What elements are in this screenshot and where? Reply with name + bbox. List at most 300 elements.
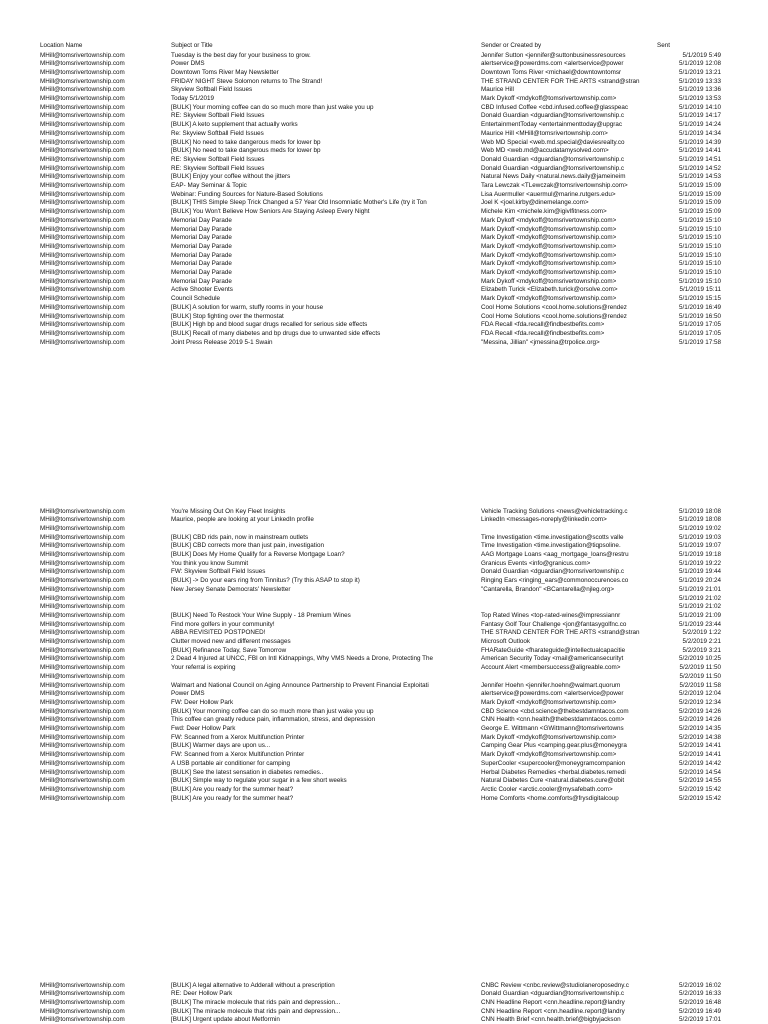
row-sent: 5/1/2019 17:05 bbox=[678, 329, 721, 337]
row-sent: 5/1/2019 18:08 bbox=[678, 507, 721, 515]
row-subject: Webinar: Funding Sources for Nature-Based Solutions bbox=[171, 190, 323, 198]
row-location: MHill@tomsrivertownship.com bbox=[40, 768, 125, 776]
row-location: MHill@tomsrivertownship.com bbox=[40, 68, 125, 76]
row-sender: "Messina, Jillian" <jmessina@trpolice.org> bbox=[481, 338, 600, 346]
row-sender: Ringing Ears <ringing_ears@commonoccurences.co bbox=[481, 577, 629, 585]
row-sent: 5/2/2019 14:41 bbox=[678, 742, 721, 750]
row-sent: 5/1/2019 15:09 bbox=[678, 190, 721, 198]
row-sent: 5/1/2019 15:10 bbox=[678, 216, 721, 224]
row-location: MHill@tomsrivertownship.com bbox=[40, 725, 125, 732]
row-sent: 5/1/2019 19:18 bbox=[678, 551, 721, 558]
row-location: MHill@tomsrivertownship.com bbox=[40, 577, 125, 585]
row-sender: Elizabeth Turick <Elizabeth.turick@orsolve.com> bbox=[481, 286, 618, 294]
row-location: MHill@tomsrivertownship.com bbox=[40, 173, 125, 181]
row-location: MHill@tomsrivertownship.com bbox=[40, 138, 125, 146]
row-subject: [BULK] You Won't Believe How Seniors Are Staying Asleep Every Night bbox=[171, 208, 370, 216]
row-location: MHill@tomsrivertownship.com bbox=[40, 60, 125, 68]
row-location: MHill@tomsrivertownship.com bbox=[40, 1007, 125, 1015]
row-sender: Mark Dykoff <mdykoff@tomsrivertownship.com> bbox=[481, 95, 617, 102]
table-row bbox=[0, 733, 768, 742]
row-subject: Find more golfers in your community! bbox=[171, 620, 275, 628]
row-sent: 5/1/2019 5:49 bbox=[682, 51, 721, 59]
row-sent: 5/2/2019 16:33 bbox=[678, 990, 721, 998]
table-row bbox=[0, 181, 768, 190]
table-row bbox=[0, 129, 768, 138]
row-subject bbox=[171, 672, 481, 681]
table-row bbox=[0, 120, 768, 129]
table-row bbox=[0, 111, 768, 120]
table-row bbox=[0, 594, 768, 603]
table-row bbox=[0, 1015, 768, 1024]
row-sender: alertservice@powerdms.com <alertservice@power bbox=[481, 690, 624, 698]
row-sender: FHARateGuide <fharateguide@intellectualcapacitie bbox=[481, 646, 626, 654]
row-sent: 5/1/2019 17:05 bbox=[678, 321, 721, 329]
row-subject: FW: Scanned from a Xerox Multifunction Printer bbox=[171, 733, 305, 741]
row-location: MHill@tomsrivertownship.com bbox=[40, 664, 125, 672]
table-row bbox=[0, 68, 768, 77]
row-sender: CBD Science <cbd.science@thebestdamntacos.com bbox=[481, 707, 629, 715]
row-location: MHill@tomsrivertownship.com bbox=[40, 990, 125, 998]
row-location: MHill@tomsrivertownship.com bbox=[40, 234, 125, 242]
row-location: MHill@tomsrivertownship.com bbox=[40, 785, 125, 793]
row-sent: 5/1/2019 21:02 bbox=[678, 603, 721, 611]
row-sent: 5/1/2019 19:03 bbox=[678, 533, 721, 541]
row-subject: [BULK] Enjoy your coffee without the jitters bbox=[171, 173, 291, 181]
row-sent: 5/2/2019 16:49 bbox=[678, 1007, 721, 1015]
row-subject: [BULK] Need To Restock Your Wine Supply - 18 Premium Wines bbox=[171, 611, 351, 619]
row-sender: Mark Dykoff <mdykoff@tomsrivertownship.com> bbox=[481, 733, 617, 741]
row-sender: Mark Dykoff <mdykoff@tomsrivertownship.com> bbox=[481, 234, 617, 242]
row-sent: 5/1/2019 15:10 bbox=[678, 242, 721, 250]
row-sent: 5/1/2019 13:36 bbox=[678, 86, 721, 94]
row-location: MHill@tomsrivertownship.com bbox=[40, 690, 125, 698]
header-subject: Subject or Title bbox=[171, 42, 213, 49]
row-location: MHill@tomsrivertownship.com bbox=[40, 594, 125, 602]
row-location: MHill@tomsrivertownship.com bbox=[40, 998, 125, 1006]
row-subject: [BULK] The miracle molecule that rids pain and depression... bbox=[171, 998, 341, 1006]
table-row bbox=[0, 698, 768, 707]
row-location: MHill@tomsrivertownship.com bbox=[40, 225, 125, 233]
row-sender: FDA Recall <fda.recall@findbestbefits.com> bbox=[481, 321, 605, 329]
row-sender: Cool Home Solutions <cool.home.solutions@rendez bbox=[481, 303, 627, 311]
table-row bbox=[0, 741, 768, 750]
row-location: MHill@tomsrivertownship.com bbox=[40, 516, 125, 524]
row-sender bbox=[481, 524, 657, 533]
row-sender: Account Alert <membersuccess@aligreable.com> bbox=[481, 664, 621, 672]
header-location: Location Name bbox=[40, 42, 83, 49]
table-header bbox=[0, 41, 768, 50]
row-sent: 5/1/2019 19:07 bbox=[678, 542, 721, 550]
row-location: MHill@tomsrivertownship.com bbox=[40, 182, 125, 189]
table-row bbox=[0, 259, 768, 268]
row-subject: [BULK] A solution for warm, stuffy rooms in your house bbox=[171, 303, 324, 311]
row-sent: 5/1/2019 14:52 bbox=[678, 164, 721, 172]
row-location: MHill@tomsrivertownship.com bbox=[40, 155, 125, 163]
row-subject: [BULK] CBD corrects more than just pain, investigation bbox=[171, 542, 324, 550]
row-sent: 5/1/2019 13:53 bbox=[678, 95, 721, 102]
row-sent: 5/2/2019 14:38 bbox=[678, 733, 721, 741]
table-row bbox=[0, 998, 768, 1007]
row-subject: [BULK] See the latest sensation in diabetes remedies.. bbox=[171, 768, 324, 776]
row-subject: Memorial Day Parade bbox=[171, 251, 232, 259]
row-location: MHill@tomsrivertownship.com bbox=[40, 242, 125, 250]
table-row bbox=[0, 515, 768, 524]
row-subject: [BULK] CBD rids pain, now in mainstream outlets bbox=[171, 533, 309, 541]
row-subject bbox=[171, 602, 481, 611]
row-sent: 5/1/2019 14:41 bbox=[678, 147, 721, 155]
table-row bbox=[0, 146, 768, 155]
row-sent: 5/2/2019 2:21 bbox=[682, 638, 721, 645]
row-location: MHill@tomsrivertownship.com bbox=[40, 620, 125, 628]
row-location: MHill@tomsrivertownship.com bbox=[40, 733, 125, 741]
row-location: MHill@tomsrivertownship.com bbox=[40, 681, 125, 689]
row-subject: Clutter moved new and different messages bbox=[171, 638, 291, 645]
row-sent: 5/1/2019 19:22 bbox=[678, 559, 721, 567]
row-subject: Active Shooter Events bbox=[171, 286, 233, 294]
table-row bbox=[0, 628, 768, 637]
table-row bbox=[0, 794, 768, 803]
row-sent: 5/1/2019 16:50 bbox=[678, 312, 721, 320]
row-subject: Memorial Day Parade bbox=[171, 260, 232, 268]
row-sent: 5/1/2019 15:10 bbox=[678, 225, 721, 233]
row-sent: 5/2/2019 15:42 bbox=[678, 794, 721, 802]
row-subject: EAP- May Seminar & Topic bbox=[171, 182, 247, 189]
row-subject: [BULK] Recall of many diabetes and bp drugs due to unwanted side effects bbox=[171, 329, 381, 337]
row-location: MHill@tomsrivertownship.com bbox=[40, 638, 125, 645]
row-location: MHill@tomsrivertownship.com bbox=[40, 147, 125, 155]
table-row bbox=[0, 981, 768, 990]
table-row bbox=[0, 138, 768, 147]
row-subject: Skyview Softball Field Issues bbox=[171, 86, 253, 94]
row-subject: Re: Skyview Softball Field Issues bbox=[171, 129, 264, 137]
row-sent: 5/1/2019 12:08 bbox=[678, 60, 721, 68]
row-sender: Maurice Hill <MHill@tomsrivertownship.com> bbox=[481, 129, 608, 137]
table-row bbox=[0, 550, 768, 559]
row-subject: FW: Scanned from a Xerox Multifunction Printer bbox=[171, 751, 305, 759]
row-sender: Mark Dykoff <mdykoff@tomsrivertownship.com> bbox=[481, 242, 617, 250]
table-row bbox=[0, 207, 768, 216]
row-subject: A USB portable air conditioner for camping bbox=[171, 759, 291, 767]
header-sender: Sender or Created by bbox=[481, 42, 542, 49]
row-subject: Memorial Day Parade bbox=[171, 269, 232, 276]
row-sent: 5/1/2019 21:02 bbox=[678, 594, 721, 602]
row-location: MHill@tomsrivertownship.com bbox=[40, 533, 125, 541]
row-sender: Herbal Diabetes Remedies <herbal.diabetes.remedi bbox=[481, 768, 626, 776]
row-sender: Fantasy Golf Tour Challenge <jon@fantasygolfnc.co bbox=[481, 620, 627, 628]
row-sender: Mark Dykoff <mdykoff@tomsrivertownship.com> bbox=[481, 295, 617, 303]
row-sender: Mark Dykoff <mdykoff@tomsrivertownship.com> bbox=[481, 251, 617, 259]
table-row bbox=[0, 277, 768, 286]
row-location: MHill@tomsrivertownship.com bbox=[40, 338, 125, 346]
row-sent: 5/2/2019 14:55 bbox=[678, 777, 721, 785]
row-sent: 5/1/2019 15:10 bbox=[678, 234, 721, 242]
table-row bbox=[0, 620, 768, 629]
row-subject: Tuesday is the best day for your business to grow. bbox=[171, 51, 311, 59]
row-subject: Downtown Toms River May Newsletter bbox=[171, 68, 279, 76]
row-subject: [BULK] Stop fighting over the thermostat bbox=[171, 312, 284, 320]
row-sender: Vehicle Tracking Solutions <news@vehicletracking.c bbox=[481, 507, 628, 515]
row-sender: Mark Dykoff <mdykoff@tomsrivertownship.com> bbox=[481, 216, 617, 224]
row-sender: American Security Today <mail@americansecurityt bbox=[481, 655, 624, 663]
table-row bbox=[0, 646, 768, 655]
row-sender: Mark Dykoff <mdykoff@tomsrivertownship.com> bbox=[481, 277, 617, 285]
row-subject: Memorial Day Parade bbox=[171, 242, 232, 250]
row-sent: 5/1/2019 15:10 bbox=[678, 277, 721, 285]
row-sent: 5/1/2019 13:21 bbox=[678, 68, 721, 76]
row-subject: New Jersey Senate Democrats' Newsletter bbox=[171, 585, 291, 593]
row-sent: 5/2/2019 11:58 bbox=[679, 681, 721, 689]
row-sent: 5/1/2019 15:09 bbox=[678, 199, 721, 207]
row-sender: Jennifer Sutton <jennifer@suttonbusinessresources bbox=[481, 51, 626, 59]
row-sender: Mark Dykoff <mdykoff@tomsrivertownship.com> bbox=[481, 260, 617, 268]
table-row bbox=[0, 294, 768, 303]
row-sender: Mark Dykoff <mdykoff@tomsrivertownship.com> bbox=[481, 698, 617, 706]
table-row bbox=[0, 541, 768, 550]
table-row bbox=[0, 216, 768, 225]
row-sent: 5/2/2019 12:04 bbox=[678, 690, 721, 698]
row-sent: 5/1/2019 14:53 bbox=[678, 173, 721, 181]
table-row bbox=[0, 585, 768, 594]
row-location: MHill@tomsrivertownship.com bbox=[40, 164, 125, 172]
row-sent: 5/2/2019 11:50 bbox=[679, 664, 721, 672]
table-row bbox=[0, 312, 768, 321]
row-location: MHill@tomsrivertownship.com bbox=[40, 777, 125, 785]
row-sent: 5/1/2019 15:09 bbox=[678, 182, 721, 189]
table-row bbox=[0, 155, 768, 164]
row-sender: Maurice Hill bbox=[481, 86, 514, 94]
table-row bbox=[0, 637, 768, 646]
row-subject: [BULK] High bp and blood sugar drugs recalled for serious side effects bbox=[171, 321, 368, 329]
row-location: MHill@tomsrivertownship.com bbox=[40, 507, 125, 515]
table-row bbox=[0, 654, 768, 663]
row-sender: Mark Dykoff <mdykoff@tomsrivertownship.com> bbox=[481, 225, 617, 233]
row-location: MHill@tomsrivertownship.com bbox=[40, 269, 125, 276]
row-location: MHill@tomsrivertownship.com bbox=[40, 524, 125, 532]
row-sender: Time Investigation <time.investigation@scotts valle bbox=[481, 533, 624, 541]
row-location: MHill@tomsrivertownship.com bbox=[40, 329, 125, 337]
row-location: MHill@tomsrivertownship.com bbox=[40, 208, 125, 216]
row-sent: 5/2/2019 17:01 bbox=[678, 1016, 721, 1024]
row-sent: 5/2/2019 14:35 bbox=[678, 725, 721, 732]
table-row bbox=[0, 85, 768, 94]
row-sender: Top Rated Wines <top-rated-wines@impressiannr bbox=[481, 611, 621, 619]
row-sender: alertservice@powerdms.com <alertservice@power bbox=[481, 60, 624, 68]
row-location: MHill@tomsrivertownship.com bbox=[40, 981, 125, 989]
row-sender: Jennifer Hoehn <jennifer.hoehn@walmart.quorum bbox=[481, 681, 621, 689]
row-subject: FW: Deer Hollow Park bbox=[171, 698, 234, 706]
row-location: MHill@tomsrivertownship.com bbox=[40, 646, 125, 654]
row-location: MHill@tomsrivertownship.com bbox=[40, 112, 125, 120]
row-subject: FW: Skyview Softball Field Issues bbox=[171, 568, 266, 576]
row-subject: Today 5/1/2019 bbox=[171, 95, 215, 102]
table-row bbox=[0, 533, 768, 542]
table-row bbox=[0, 672, 768, 681]
row-subject: [BULK] Urgent update about Metformin bbox=[171, 1016, 280, 1024]
table-row bbox=[0, 198, 768, 207]
row-sender: Web MD Special <web.md.special@daviesrealty.co bbox=[481, 138, 625, 146]
row-sender: Cool Home Solutions <cool.home.solutions@rendez bbox=[481, 312, 627, 320]
row-sent: 5/1/2019 16:49 bbox=[678, 303, 721, 311]
row-location: MHill@tomsrivertownship.com bbox=[40, 629, 125, 637]
row-subject: RE: Skyview Softball Field Issues bbox=[171, 155, 265, 163]
row-subject: RE: Deer Hollow Park bbox=[171, 990, 233, 998]
row-sender: THE STRAND CENTER FOR THE ARTS <strand@stran bbox=[481, 77, 640, 85]
row-subject: [BULK] Your morning coffee can do so much more than just wake you up bbox=[171, 103, 374, 111]
table-row bbox=[0, 689, 768, 698]
row-sent: 5/1/2019 15:09 bbox=[678, 208, 721, 216]
row-location: MHill@tomsrivertownship.com bbox=[40, 251, 125, 259]
row-subject: [BULK] Refinance Today, Save Tomorrow bbox=[171, 646, 287, 654]
row-sender: CNBC Review <cnbc.review@studiolaneroposedny.c bbox=[481, 981, 629, 989]
table-row bbox=[0, 602, 768, 611]
row-location: MHill@tomsrivertownship.com bbox=[40, 86, 125, 94]
table-row bbox=[0, 611, 768, 620]
table-row bbox=[0, 759, 768, 768]
table-row bbox=[0, 1007, 768, 1016]
table-row bbox=[0, 567, 768, 576]
row-location: MHill@tomsrivertownship.com bbox=[40, 260, 125, 268]
row-sent: 5/1/2019 21:01 bbox=[678, 585, 721, 593]
row-location: MHill@tomsrivertownship.com bbox=[40, 707, 125, 715]
row-subject: [BULK] -> Do your ears ring from Tinnitus? (Try this ASAP to stop it) bbox=[171, 577, 360, 585]
table-row bbox=[0, 103, 768, 112]
row-sent: 5/1/2019 13:33 bbox=[678, 77, 721, 85]
row-subject: Joint Press Release 2019 5-1 Swain bbox=[171, 338, 273, 346]
row-subject: [BULK] Does My Home Qualify for a Reverse Mortgage Loan? bbox=[171, 551, 345, 558]
row-subject: Power DMS bbox=[171, 690, 205, 698]
table-row bbox=[0, 524, 768, 533]
row-location: MHill@tomsrivertownship.com bbox=[40, 103, 125, 111]
table-row bbox=[0, 225, 768, 234]
table-row bbox=[0, 233, 768, 242]
table-row bbox=[0, 77, 768, 86]
row-sender: Tara Lewczak <TLewczak@tomsrivertownship.com> bbox=[481, 182, 628, 189]
row-sender: AAG Mortgage Loans <aag_mortgage_loans@restru bbox=[481, 551, 629, 558]
row-subject: 2 Dead 4 Injured at UNCC, FBI on Intl Kidnappings, Why VMS Needs a Drone, Protecting The bbox=[171, 655, 434, 663]
row-sent: 5/1/2019 21:09 bbox=[678, 611, 721, 619]
row-subject: [BULK] No need to take dangerous meds for lower bp bbox=[171, 147, 321, 155]
row-sent: 5/1/2019 19:02 bbox=[678, 524, 721, 532]
row-sender: Donald Guardian <dguardian@tomsrivertownship.c bbox=[481, 990, 625, 998]
row-location: MHill@tomsrivertownship.com bbox=[40, 95, 125, 102]
row-sent: 5/1/2019 15:10 bbox=[678, 269, 721, 276]
row-subject: Memorial Day Parade bbox=[171, 216, 232, 224]
row-location: MHill@tomsrivertownship.com bbox=[40, 199, 125, 207]
table-row bbox=[0, 559, 768, 568]
row-subject: [BULK] Your morning coffee can do so much more than just wake you up bbox=[171, 707, 374, 715]
row-location: MHill@tomsrivertownship.com bbox=[40, 568, 125, 576]
row-sender: FDA Recall <fda.recall@findbestbefits.com> bbox=[481, 329, 605, 337]
row-location: MHill@tomsrivertownship.com bbox=[40, 277, 125, 285]
row-sent: 5/2/2019 3:21 bbox=[682, 646, 721, 654]
table-row bbox=[0, 707, 768, 716]
row-subject: ABBA REVISITED POSTPONED! bbox=[171, 629, 266, 637]
row-subject: Walmart and National Council on Aging Announce Partnership to Prevent Financial Exploitati bbox=[171, 681, 429, 689]
table-row bbox=[0, 320, 768, 329]
row-location: MHill@tomsrivertownship.com bbox=[40, 216, 125, 224]
row-sent: 5/1/2019 14:10 bbox=[678, 103, 721, 111]
row-sender bbox=[481, 672, 657, 681]
row-sender: Camping Gear Plus <camping.gear.plus@moneygra bbox=[481, 742, 627, 750]
row-sender: Michele Kim <michele.kim@igivlfitness.com> bbox=[481, 208, 607, 216]
row-subject: Power DMS bbox=[171, 60, 205, 68]
row-location: MHill@tomsrivertownship.com bbox=[40, 51, 125, 59]
row-sender: Time Investigation <time.investigation@tiqpsoline. bbox=[481, 542, 621, 550]
row-location: MHill@tomsrivertownship.com bbox=[40, 742, 125, 750]
row-location: MHill@tomsrivertownship.com bbox=[40, 751, 125, 759]
row-subject: You think you know Summit bbox=[171, 559, 249, 567]
row-location: MHill@tomsrivertownship.com bbox=[40, 286, 125, 294]
row-subject: [BULK] The miracle molecule that rids pain and depression... bbox=[171, 1007, 341, 1015]
row-location: MHill@tomsrivertownship.com bbox=[40, 303, 125, 311]
row-sender: CNN Headline Report <cnn.headline.report@landry bbox=[481, 998, 625, 1006]
row-location: MHill@tomsrivertownship.com bbox=[40, 312, 125, 320]
row-subject: Council Schedule bbox=[171, 295, 221, 303]
row-sent: 5/1/2019 14:17 bbox=[678, 112, 721, 120]
row-sender: CBD Infused Coffee <cbd.infused.coffee@glasspeac bbox=[481, 103, 629, 111]
row-subject: RE: Skyview Softball Field Issues bbox=[171, 112, 265, 120]
row-subject: [BULK] Simple way to regulate your sugar in a few short weeks bbox=[171, 777, 347, 785]
row-sender bbox=[481, 594, 657, 603]
row-sender: Donald Guardian <dguardian@tomsrivertownship.c bbox=[481, 112, 625, 120]
row-sent: 5/2/2019 16:48 bbox=[678, 998, 721, 1006]
row-sender: CNN Health <cnn.health@thebestdamntacos.com> bbox=[481, 716, 625, 724]
table-row bbox=[0, 172, 768, 181]
table-row bbox=[0, 576, 768, 585]
row-sender: SuperCooler <supercooler@moneygramcompanion bbox=[481, 759, 626, 767]
table-row bbox=[0, 724, 768, 733]
row-sent: 5/1/2019 14:34 bbox=[678, 129, 721, 137]
row-subject: [BULK] THIS Simple Sleep Trick Changed a 57 Year Old Insomniatic Mother's Life (try it Ton bbox=[171, 199, 427, 207]
row-sent: 5/2/2019 14:26 bbox=[678, 707, 721, 715]
row-sent: 5/2/2019 14:54 bbox=[678, 768, 721, 776]
table-row bbox=[0, 164, 768, 173]
row-sent: 5/2/2019 10:25 bbox=[678, 655, 721, 663]
row-sender: Mark Dykoff <mdykoff@tomsrivertownship.com> bbox=[481, 751, 617, 759]
table-row bbox=[0, 285, 768, 294]
row-location: MHill@tomsrivertownship.com bbox=[40, 559, 125, 567]
table-row bbox=[0, 681, 768, 690]
row-subject: [BULK] A legal alternative to Adderall without a prescription bbox=[171, 981, 335, 989]
row-sender: Downtown Toms River <michael@downtowntomsr bbox=[481, 68, 622, 76]
table-row bbox=[0, 785, 768, 794]
row-sender: Donald Guardian <dguardian@tomsrivertownship.c bbox=[481, 164, 625, 172]
row-location: MHill@tomsrivertownship.com bbox=[40, 759, 125, 767]
table-row bbox=[0, 507, 768, 516]
row-location: MHill@tomsrivertownship.com bbox=[40, 551, 125, 558]
row-subject: You're Missing Out On Key Fleet Insights bbox=[171, 507, 286, 515]
row-sender bbox=[481, 602, 657, 611]
row-location: MHill@tomsrivertownship.com bbox=[40, 698, 125, 706]
row-sent: 5/2/2019 15:42 bbox=[678, 785, 721, 793]
row-location: MHill@tomsrivertownship.com bbox=[40, 1016, 125, 1024]
row-subject: Memorial Day Parade bbox=[171, 225, 232, 233]
row-subject: [BULK] No need to take dangerous meds for lower bp bbox=[171, 138, 321, 146]
row-sent: 5/1/2019 15:15 bbox=[678, 295, 721, 303]
row-sender: EntertainmentToday <entertainmenttoday@upgrac bbox=[481, 121, 622, 129]
row-sent: 5/1/2019 14:51 bbox=[678, 155, 721, 163]
table-row bbox=[0, 51, 768, 60]
row-subject: Fwd: Deer Hollow Park bbox=[171, 725, 236, 732]
row-location: MHill@tomsrivertownship.com bbox=[40, 121, 125, 129]
header-sent: Sent bbox=[657, 42, 670, 49]
row-location: MHill@tomsrivertownship.com bbox=[40, 542, 125, 550]
row-sender: THE STRAND CENTER FOR THE ARTS <strand@stran bbox=[481, 629, 640, 637]
row-subject: Memorial Day Parade bbox=[171, 234, 232, 242]
row-location: MHill@tomsrivertownship.com bbox=[40, 321, 125, 329]
table-row bbox=[0, 715, 768, 724]
table-row bbox=[0, 989, 768, 998]
